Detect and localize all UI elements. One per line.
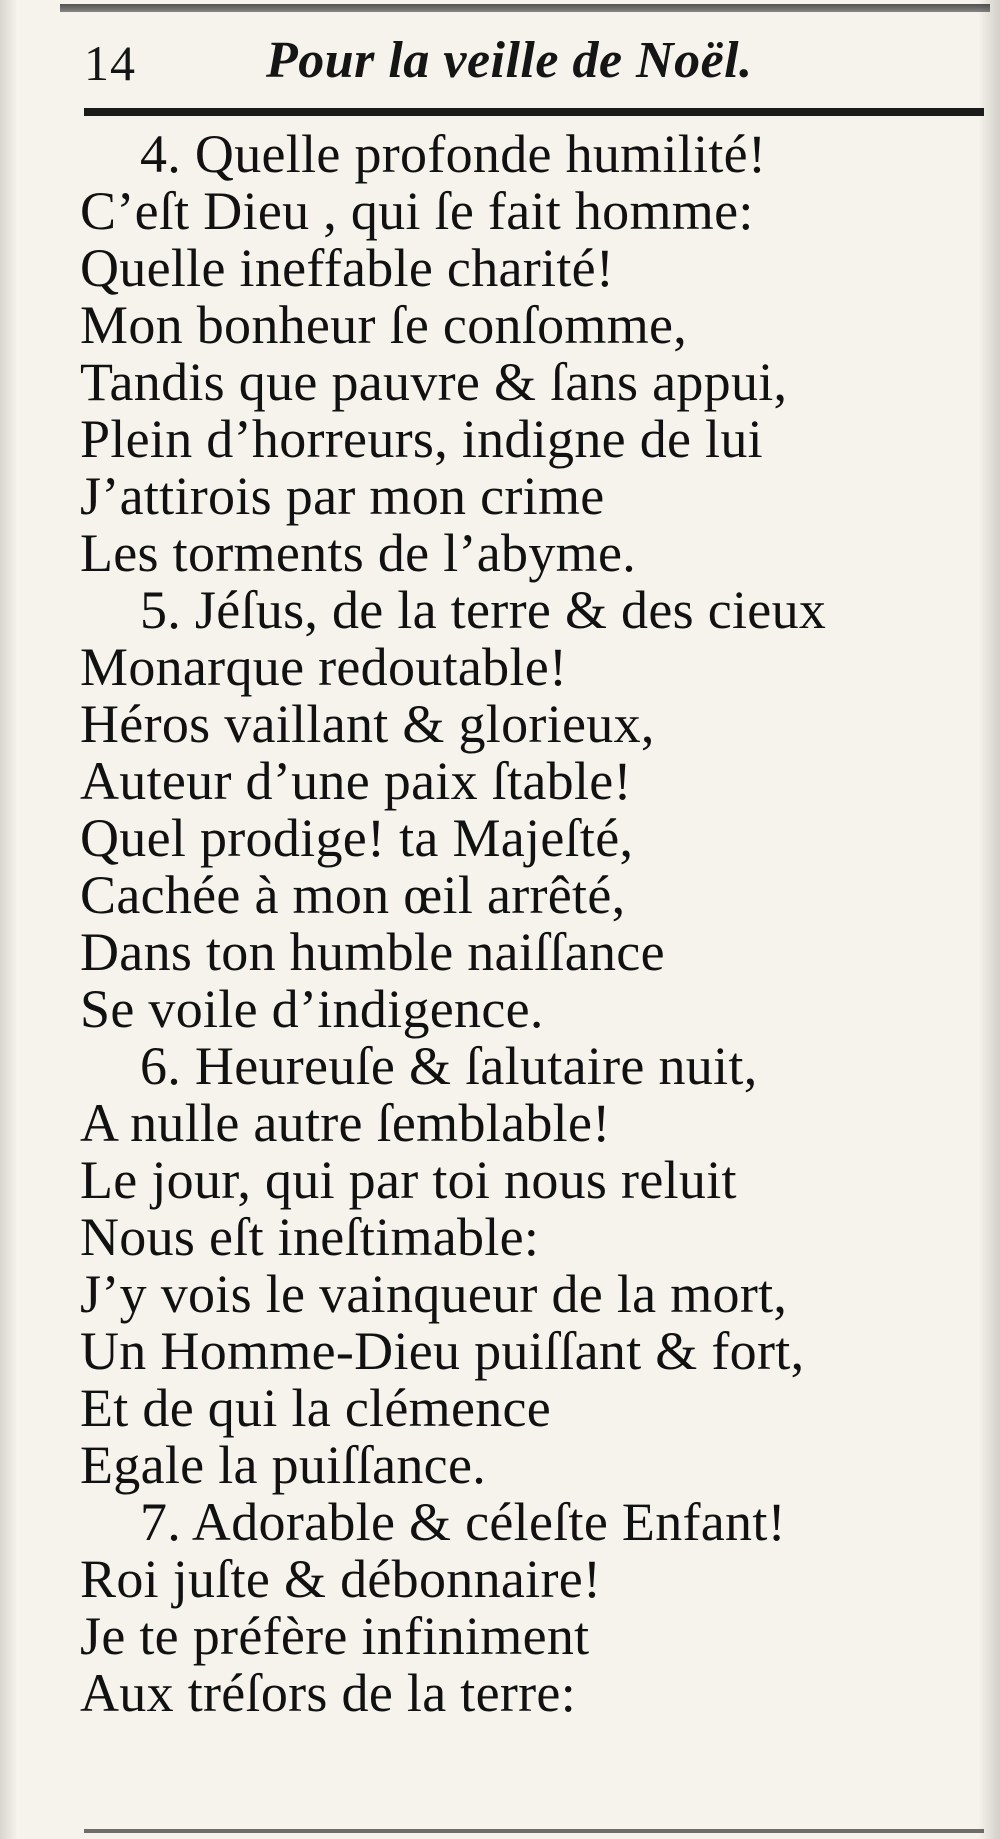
bottom-page-edge — [84, 1829, 984, 1833]
verse-line: Auteur d’une paix ſtable! — [80, 751, 632, 811]
verse-line: 5. Jéſus, de la terre & des cieux — [140, 580, 827, 640]
verse-line: A nulle autre ſemblable! — [80, 1093, 611, 1153]
verse-line: Aux tréſors de la terre: — [80, 1663, 576, 1723]
verse-line: J’y vois le vainqueur de la mort, — [80, 1264, 788, 1324]
verse-line: Et de qui la clémence — [80, 1378, 552, 1438]
verse-line: Un Homme-Dieu puiſſant & fort, — [80, 1321, 805, 1381]
verse-line: J’attirois par mon crime — [80, 466, 605, 526]
verse-line: Roi juſte & débonnaire! — [80, 1549, 602, 1609]
verse-line: Plein d’horreurs, indigne de lui — [80, 409, 763, 469]
verse-line: Dans ton humble naiſſance — [80, 922, 665, 982]
verse-line: Le jour, qui par toi nous reluit — [80, 1150, 737, 1210]
page-number: 14 — [84, 35, 136, 91]
verse-line: Tandis que pauvre & ſans appui, — [80, 352, 788, 412]
verse-line: Cachée à mon œil arrêté, — [80, 865, 626, 925]
verse-line: Je te préfère infiniment — [80, 1606, 590, 1666]
verse-line: Monarque redoutable! — [80, 637, 568, 697]
right-page-shadow — [978, 0, 1000, 1839]
verse-line: 6. Heureuſe & ſalutaire nuit, — [140, 1036, 758, 1096]
verse-line: 4. Quelle profonde humilité! — [140, 124, 767, 184]
page-header — [84, 28, 984, 98]
left-page-shadow — [0, 0, 18, 1839]
header-divider — [84, 108, 984, 116]
verse-line: Les torments de l’abyme. — [80, 523, 637, 583]
verse-line: Quel prodige! ta Majeſté, — [80, 808, 634, 868]
verse-text — [80, 126, 940, 1722]
verse-line: Se voile d’indigence. — [80, 979, 544, 1039]
verse-line: Mon bonheur ſe conſomme, — [80, 295, 688, 355]
running-head: Pour la veille de Noël. — [266, 32, 753, 89]
verse-line: 7. Adorable & céleſte Enfant! — [140, 1492, 786, 1552]
verse-line: C’eſt Dieu , qui ſe fait homme: — [80, 181, 754, 241]
verse-line: Egale la puiſſance. — [80, 1435, 487, 1495]
verse-line: Quelle ineffable charité! — [80, 238, 615, 298]
top-page-edge — [60, 4, 990, 12]
verse-line: Héros vaillant & glorieux, — [80, 694, 655, 754]
verse-line: Nous eſt ineſtimable: — [80, 1207, 540, 1267]
